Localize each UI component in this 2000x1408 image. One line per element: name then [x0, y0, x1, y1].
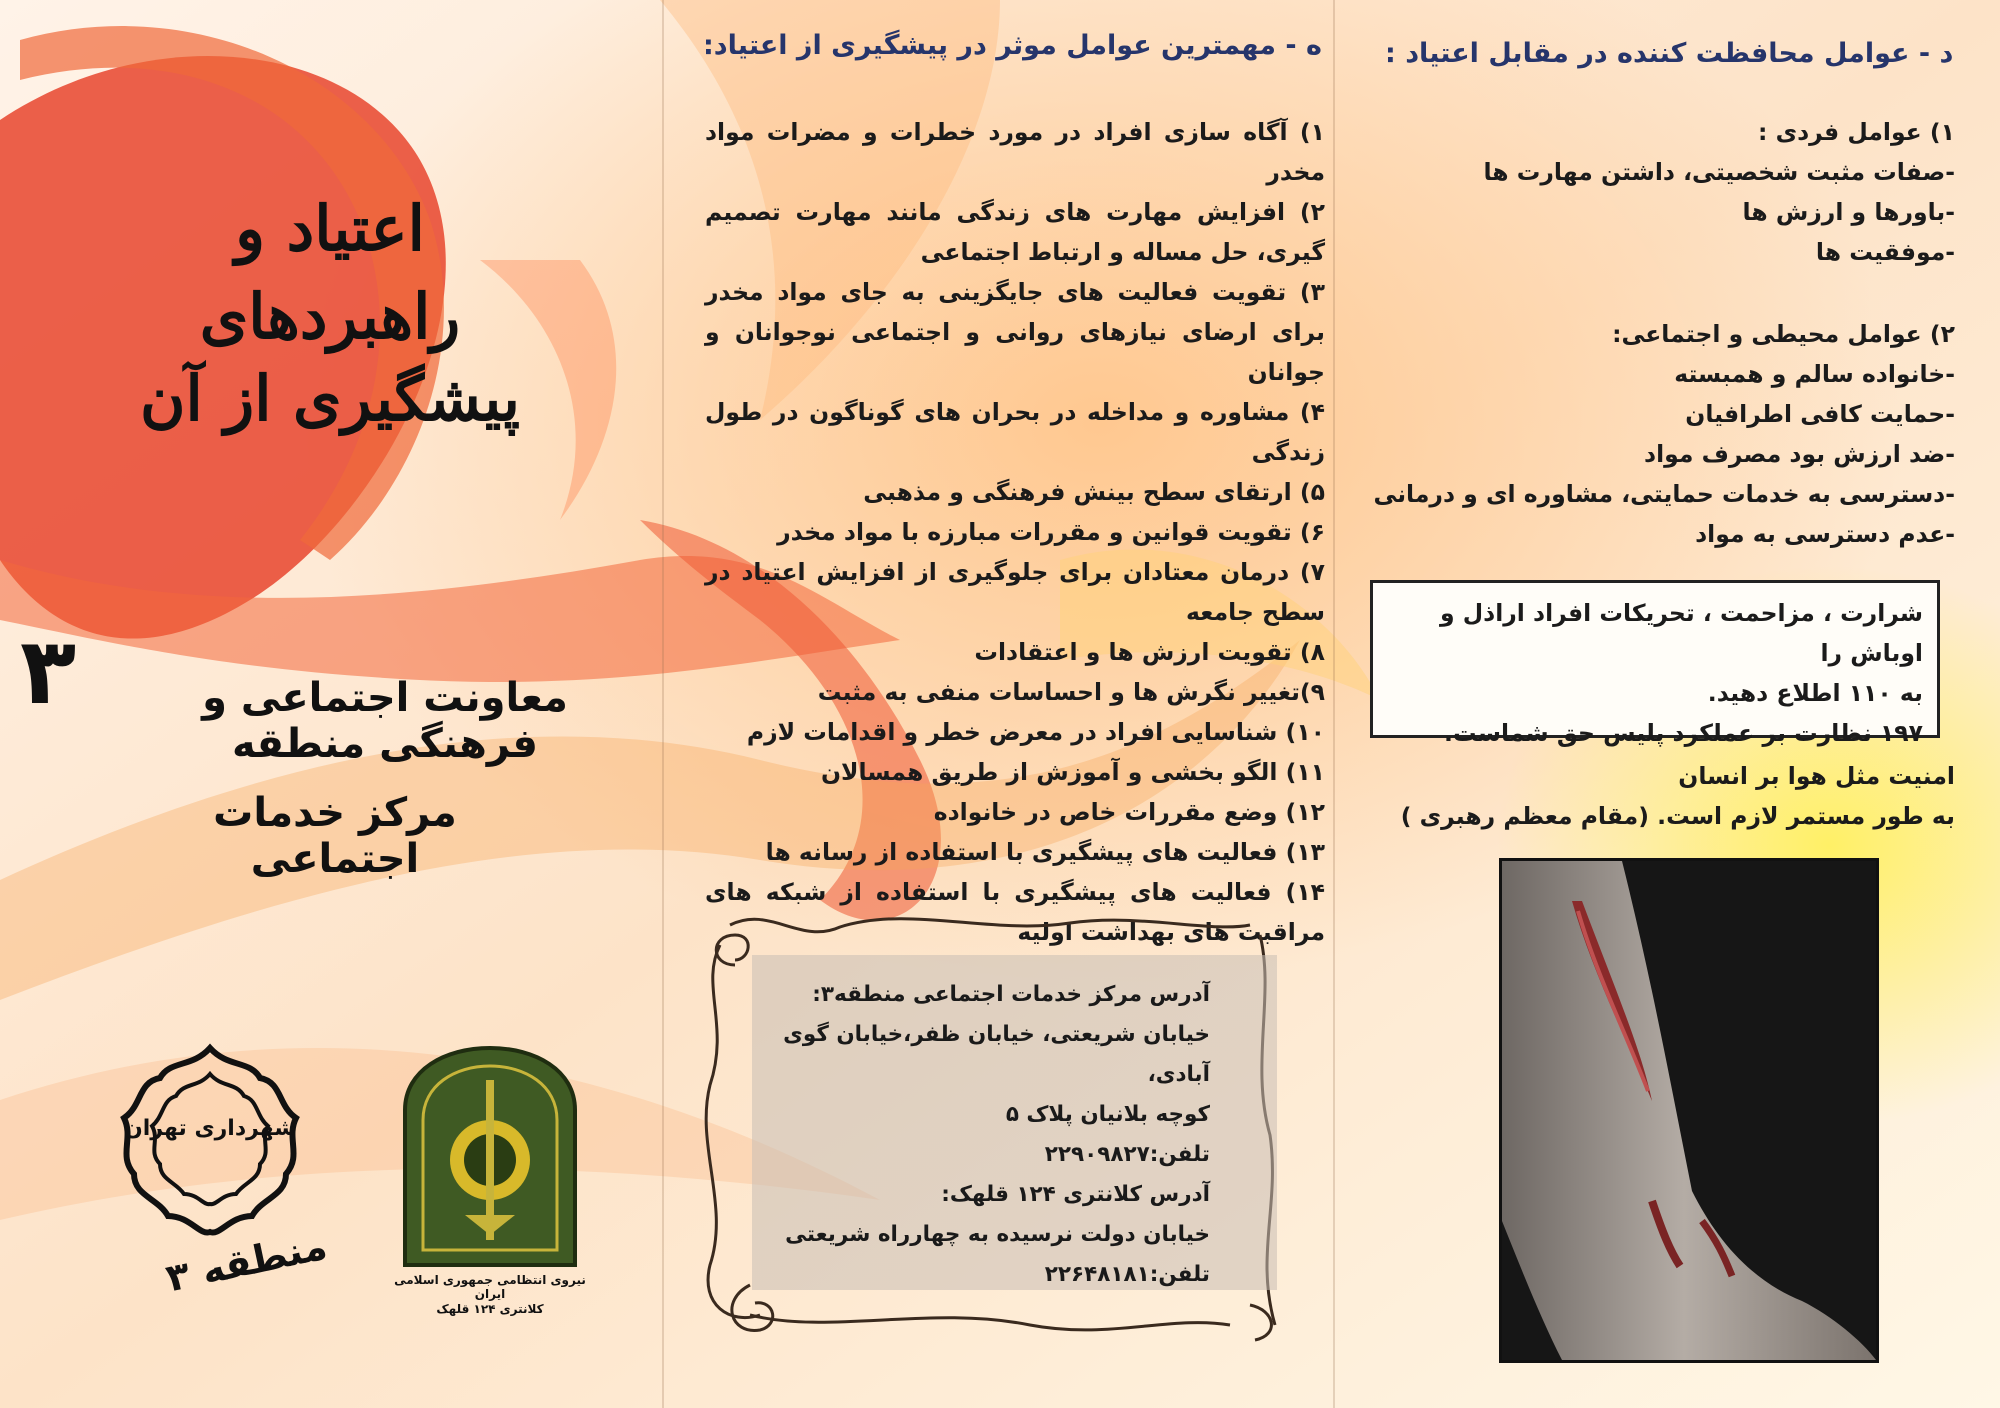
tehran-municipality-logo [110, 1040, 310, 1240]
police-emblem-logo [395, 1040, 585, 1310]
security-quote [1360, 756, 1955, 836]
list-item: -عدم دسترسی به مواد [1695, 520, 1955, 548]
prevention-factors-list [705, 112, 1325, 952]
list-item: ۷) درمان معتادان برای جلوگیری از افزایش اعتیاد در سطح جامعه [705, 558, 1325, 626]
list-item: -باورها و ارزش ها [1742, 198, 1955, 226]
group-title-individual: ۱) عوامل فردی : [1758, 118, 1955, 146]
list-item: ۱۳) فعالیت های پیشگیری با استفاده از رسانه ها [765, 838, 1325, 866]
center-address-line1: خیابان شریعتی، خیابان ظفر،خیابان گوی آبادی، [783, 1022, 1210, 1087]
right-panel-heading: د - عوامل محافظت کننده در مقابل اعتیاد : [1385, 38, 1954, 69]
city-logo-text: شهرداری تهران [124, 1116, 296, 1141]
arm-photo-illustration [1502, 861, 1876, 1360]
list-item: ۱) آگاه سازی افراد در مورد خطرات و مضرات مواد مخدر [705, 118, 1325, 186]
spacer [1360, 272, 1955, 314]
protective-factors-list [1360, 112, 1955, 554]
list-item: ۸) تقویت ارزش ها و اعتقادات [974, 638, 1325, 666]
injured-arm-photo [1499, 858, 1879, 1363]
panel-fold [1333, 0, 1335, 1408]
district-number: ۳ [20, 618, 77, 725]
center-address-title: آدرس مرکز خدمات اجتماعی منطقه۳: [812, 982, 1210, 1007]
list-item: ۱۱) الگو بخشی و آموزش از طریق همسالان [820, 758, 1325, 786]
list-item: -دسترسی به خدمات حمایتی، مشاوره ای و درمانی [1373, 480, 1955, 508]
panel-fold [662, 0, 664, 1408]
list-item: -حمایت کافی اطرافیان [1685, 400, 1955, 428]
center-phone: تلفن:۲۲۹۰۹۸۲۷ [1044, 1142, 1210, 1167]
cover-title-line1: اعتیاد و راهبردهای [199, 192, 461, 353]
cover-title-line2: پیشگیری از آن [139, 362, 521, 435]
group-title-environmental: ۲) عوامل محیطی و اجتماعی: [1612, 320, 1955, 348]
police-logo-caption: نیروی انتظامی جمهوری اسلامی ایران [394, 1273, 586, 1301]
list-item: ۶) تقویت قوانین و مقررات مبارزه با مواد مخدر [777, 518, 1325, 546]
address-block [780, 975, 1210, 1295]
list-item: -موفقیت ها [1815, 238, 1955, 266]
city-logo-caption: منطقه ۳ [162, 1223, 331, 1301]
org-line-social-center: مرکز خدمات اجتماعی [213, 790, 457, 882]
quote-line2: به طور مستمر لازم است. (مقام معظم رهبری ) [1400, 802, 1955, 830]
list-item: ۲) افزایش مهارت های زندگی مانند مهارت تصمیم گیری، حل مساله و ارتباط اجتماعی [705, 198, 1325, 266]
police-address-line1: خیابان دولت نرسیده به چهارراه شریعتی [785, 1222, 1210, 1247]
police-notice-box [1370, 580, 1940, 747]
notice-line2: به ۱۱۰ اطلاع دهید. [1707, 679, 1923, 707]
quote-line1: امنیت مثل هوا بر انسان [1678, 762, 1955, 790]
list-item: ۱۴) فعالیت های پیشگیری با استفاده از شبکه های مراقبت های بهداشت اولیه [705, 878, 1325, 946]
list-item: ۴) مشاوره و مداخله در بحران های گوناگون در طول زندگی [705, 398, 1325, 466]
list-item: ۹)تغییر نگرش ها و احساسات منفی به مثبت [817, 678, 1325, 706]
center-address-line2: کوچه بلانیان پلاک ۵ [1005, 1102, 1210, 1127]
notice-line3: ۱۹۷ نظارت بر عملکرد پلیس حق شماست. [1444, 719, 1923, 747]
list-item: ۳) تقویت فعالیت های جایگزینی به جای مواد مخدر برای ارضای نیازهای روانی و اجتماعی نوجوانان و جوانان [705, 278, 1325, 386]
list-item: -خانواده سالم و همبسته [1674, 360, 1955, 388]
list-item: ۱۰) شناسایی افراد در معرض خطر و اقدامات لازم [746, 718, 1325, 746]
list-item: -صفات مثبت شخصیتی، داشتن مهارت ها [1483, 158, 1955, 186]
notice-line1: شرارت ، مزاحمت ، تحریکات افراد اراذل و اوباش را [1439, 599, 1923, 667]
list-item: ۵) ارتقای سطح بینش فرهنگی و مذهبی [863, 478, 1325, 506]
police-address-title: آدرس کلانتری ۱۲۴ قلهک: [941, 1182, 1210, 1207]
police-phone: تلفن:۲۲۶۴۸۱۸۱ [1044, 1262, 1210, 1287]
middle-panel-heading: ه - مهمترین عوامل موثر در پیشگیری از اعتیاد: [703, 30, 1322, 61]
police-station-caption: کلانتری ۱۲۴ قلهک [436, 1302, 544, 1316]
list-item: -ضد ارزش بود مصرف مواد [1644, 440, 1955, 468]
org-line-deputy: معاونت اجتماعی و فرهنگی منطقه [202, 675, 568, 767]
list-item: ۱۲) وضع مقررات خاص در خانواده [933, 798, 1325, 826]
